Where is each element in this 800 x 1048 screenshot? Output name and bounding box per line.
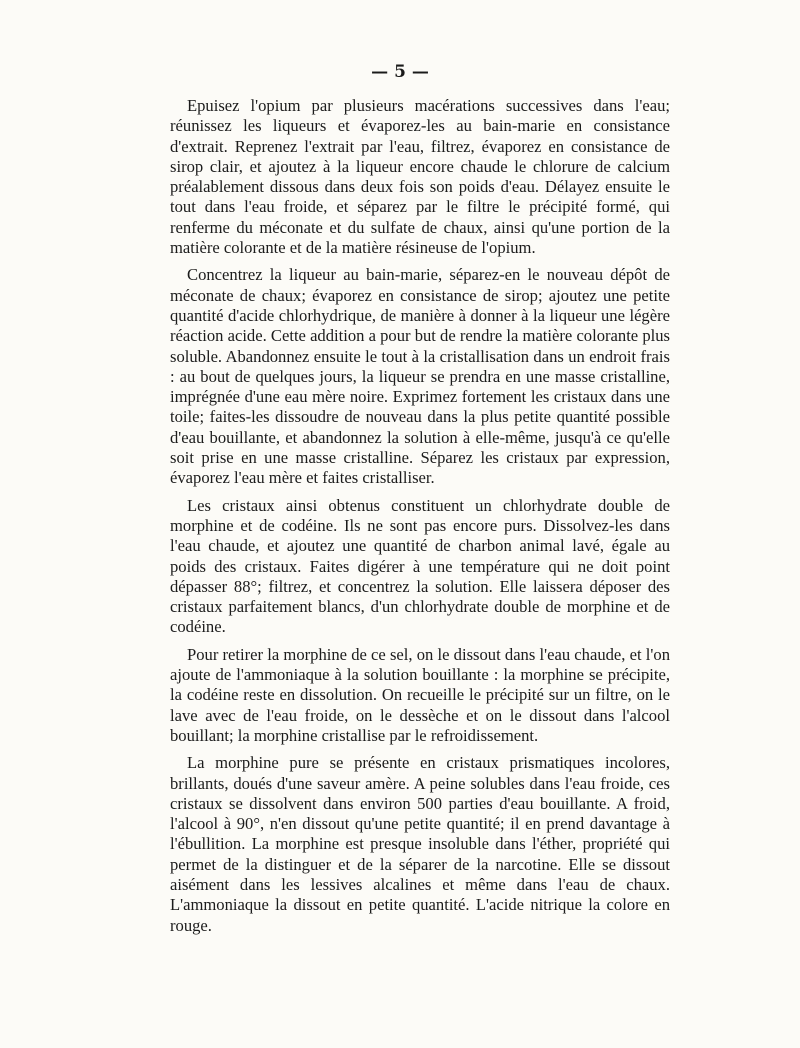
paragraph-1: Epuisez l'opium par plusieurs macérations successives dans l'eau; réunissez les liqueurs et évaporez-les au bain-marie en consistance d'extrait. Reprenez l'extrait par l'eau, filtrez, évaporez en consistance de sirop clair, et ajoutez à la liqueur encore chaude le chlorure de calcium préalablement dissous dans deux fois son poids d'eau. Délayez ensuite le tout dans l'eau froide, et séparez par le filtre le précipité formé, qui renferme du méconate et du sulfate de chaux, ainsi qu'une portion de la matière colorante et de la matière résineuse de l'opium.: [170, 96, 670, 258]
paragraph-3: Les cristaux ainsi obtenus constituent un chlorhydrate double de morphine et de codéine. Ils ne sont pas encore purs. Dissolvez-les dans l'eau chaude, et ajoutez une quantité de charbon animal lavé, égale au poids des cristaux. Faites digérer à une température qui ne doit point dépasser 88°; filtrez, et concentrez la solution. Elle laissera déposer des cristaux parfaitement blancs, d'un chlorhydrate double de morphine et de codéine.: [170, 495, 670, 637]
paragraph-2: Concentrez la liqueur au bain-marie, séparez-en le nouveau dépôt de méconate de chaux; évaporez en consistance de sirop; ajoutez une petite quantité d'acide chlorhydrique, de manière à donner à la liqueur une légère réaction acide. Cette addition a pour but de rendre la matière colorante plus soluble. Abandonnez ensuite le tout à la cristallisation dans un endroit frais : au bout de quelques jours, la liqueur se prendra en une masse cristalline, imprégnée d'une eau mère noire. Exprimez fortement les cristaux dans une toile; faites-les dissoudre de nouveau dans la plus petite quantité possible d'eau bouillante, et abandonnez la solution à elle-même, jusqu'à ce qu'elle soit prise en une masse cristalline. Séparez les cristaux par expression, évaporez l'eau mère et faites cristalliser.: [170, 265, 670, 488]
page-number: — 5 —: [371, 62, 429, 82]
body-text: [170, 96, 670, 943]
paragraph-5: La morphine pure se présente en cristaux prismatiques incolores, brillants, doués d'une saveur amère. A peine solubles dans l'eau froide, ces cristaux se dissolvent dans environ 500 parties d'eau bouillante. A froid, l'alcool à 90°, n'en dissout qu'une petite quantité; il en prend davantage à l'ébullition. La morphine est presque insoluble dans l'éther, propriété qui permet de la distinguer et de la séparer de la narcotine. Elle se dissout aisément dans les lessives alcalines et même dans l'eau de chaux. L'ammoniaque la dissout en petite quantité. L'acide nitrique la colore en rouge.: [170, 753, 670, 935]
paragraph-4: Pour retirer la morphine de ce sel, on le dissout dans l'eau chaude, et l'on ajoute de l'ammoniaque à la solution bouillante : la morphine se précipite, la codéine reste en dissolution. On recueille le précipité sur un filtre, on le lave avec de l'eau froide, on le dessèche et on le dissout dans l'alcool bouillant; la morphine cristallise par le refroidissement.: [170, 644, 670, 745]
